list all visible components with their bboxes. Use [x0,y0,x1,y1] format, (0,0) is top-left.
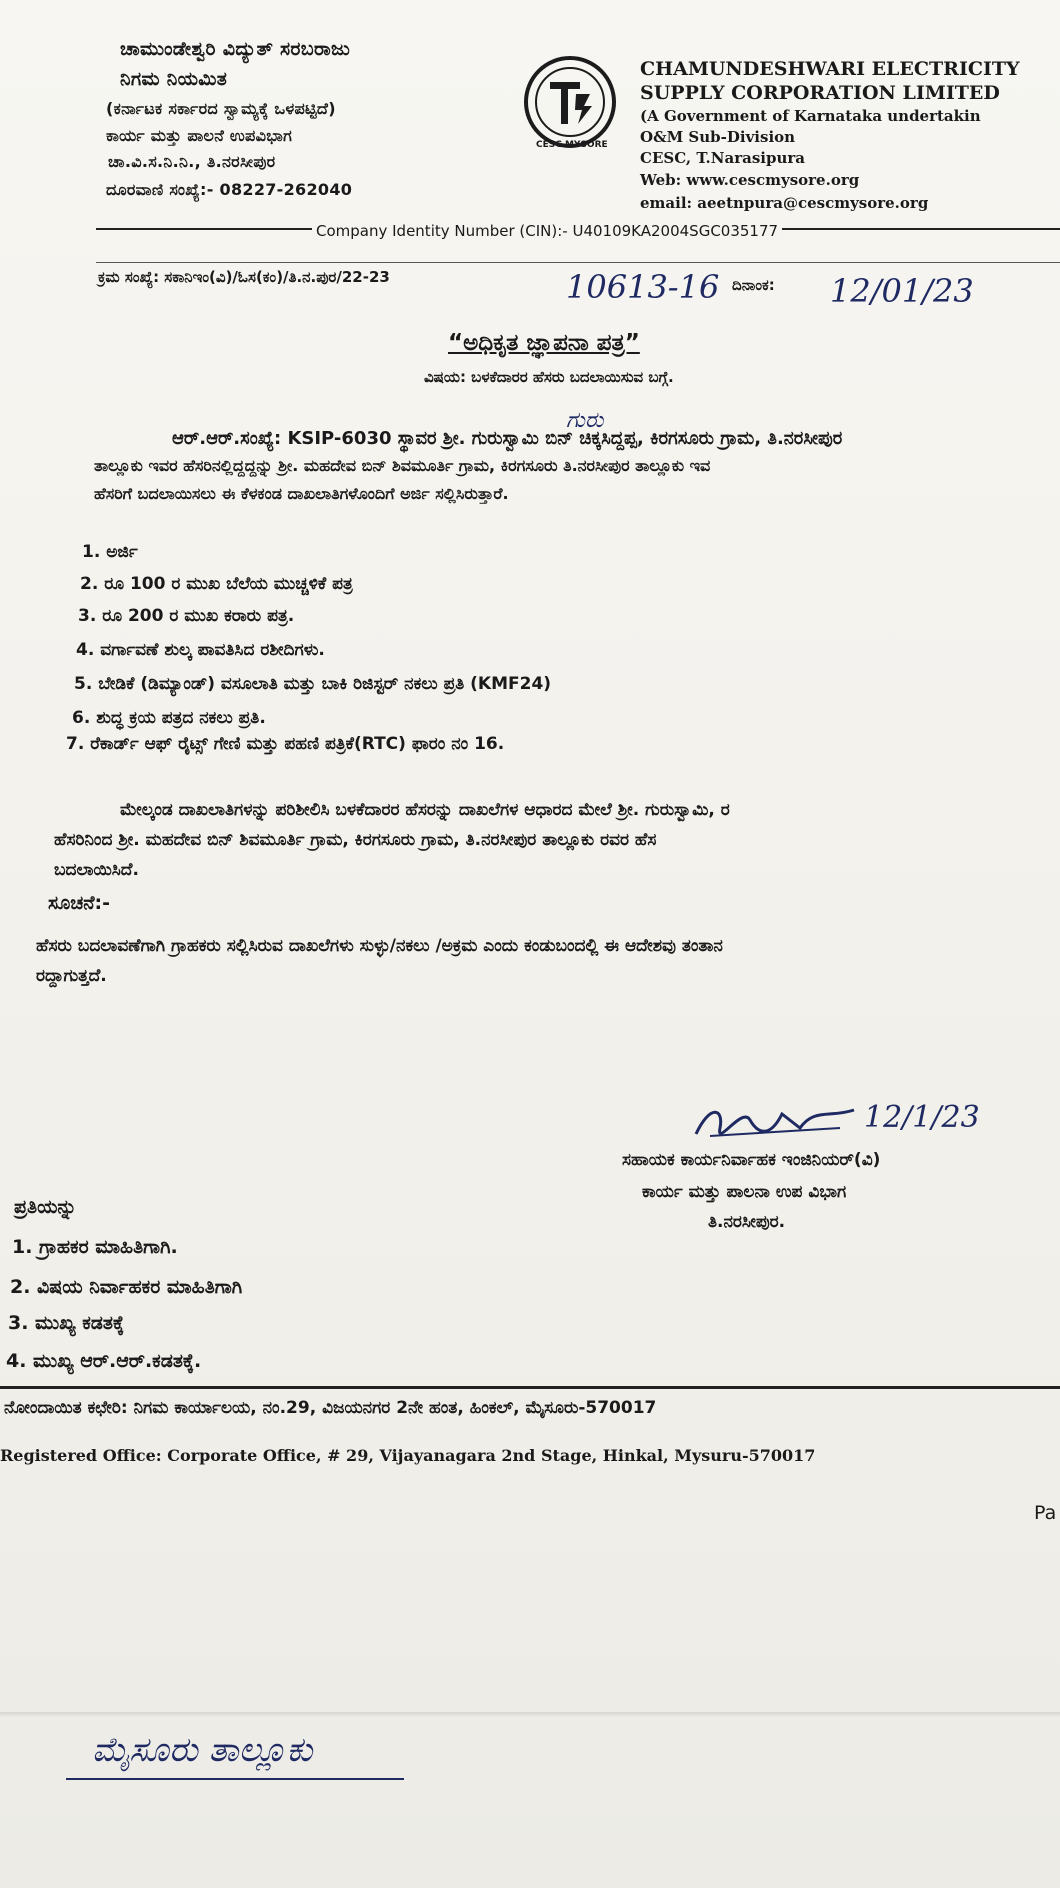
reference-number-handwritten: 10613-16 [566,268,720,306]
cin-line: Company Identity Number (CIN):- U40109KA2004SGC035177 [312,222,782,240]
paragraph1-line: ಆರ್.ಆರ್.ಸಂಖ್ಯೆ: KSIP-6030 ಸ್ಥಾವರ ಶ್ರೀ. ಗುರುಸ್ವಾಮಿ ಬಿನ್ ಚಿಕ್ಕಸಿದ್ದಪ್ಪ, ಕಿರಗಸೂರು ಗ್ರಾಮ, ತಿ.ನರಸೀಪುರ [172,428,843,449]
list-item: 1. ಗ್ರಾಹಕರ ಮಾಹಿತಿಗಾಗಿ. [12,1236,178,1258]
footer-divider [0,1386,1060,1389]
list-item: 5. ಬೇಡಿಕೆ (ಡಿಮ್ಯಾಂಡ್) ವಸೂಲಾತಿ ಮತ್ತು ಬಾಕಿ ರಿಜಿಸ್ಟರ್ ನಕಲು ಪ್ರತಿ (KMF24) [74,674,552,694]
list-item: 2. ವಿಷಯ ನಿರ್ವಾಹಕರ ಮಾಹಿತಿಗಾಗಿ [10,1276,243,1298]
date-handwritten: 12/01/23 [830,272,974,310]
note-label: ಸೂಚನೆ:- [48,892,110,914]
list-item: 4. ವರ್ಗಾವಣೆ ಶುಲ್ಕ ಪಾವತಿಸಿದ ರಶೀದಿಗಳು. [76,640,325,660]
signature-scribble-icon [690,1098,860,1144]
paper-crease [0,1712,1060,1718]
signature [690,1098,860,1144]
signatory-office: ಕಾರ್ಯ ಮತ್ತು ಪಾಲನಾ ಉಪ ವಿಭಾಗ [642,1182,847,1202]
page-label-fragment: Pa [1034,1502,1057,1524]
kannada-header-line: ಕಾರ್ಯ ಮತ್ತು ಪಾಲನೆ ಉಪವಿಭಾಗ [106,126,293,145]
list-item: 2. ರೂ 100 ರ ಮುಖ ಬೆಲೆಯ ಮುಚ್ಚಳಿಕೆ ಪತ್ರ [80,574,353,594]
signatory-designation: ಸಹಾಯಕ ಕಾರ್ಯನಿರ್ವಾಹಕ ಇಂಜಿನಿಯರ್(ವಿ) [622,1150,881,1170]
note-line: ರದ್ದಾಗುತ್ತದೆ. [36,966,107,986]
list-item: 7. ರೆಕಾರ್ಡ್ ಆಫ್ ರೈಟ್ಸ್ ಗೇಣಿ ಮತ್ತು ಪಹಣಿ ಪತ್ರಿಕೆ(RTC) ಫಾರಂ ನಂ 16. [66,734,505,754]
list-item: 6. ಶುದ್ಧ ಕ್ರಯ ಪತ್ರದ ನಕಲು ಪ್ರತಿ. [72,708,266,728]
office-location: CESC, T.Narasipura [640,149,805,167]
company-name-line1: CHAMUNDESHWARI ELECTRICITY [640,58,1020,80]
paragraph1-line: ಹೆಸರಿಗೆ ಬದಲಾಯಿಸಲು ಈ ಕೆಳಕಂಡ ದಾಖಲಾತಿಗಳೊಂದಿಗೆ ಅರ್ಜಿ ಸಲ್ಲಿಸಿರುತ್ತಾರೆ. [94,484,509,503]
document-title: “ಅಧಿಕೃತ ಜ್ಞಾಪನಾ ಪತ್ರ” [448,330,640,356]
logo-caption: CESC MYSORE [536,140,608,150]
company-name-line2: SUPPLY CORPORATION LIMITED [640,82,1000,104]
cesc-logo [520,52,620,152]
footer-english: Registered Office: Corporate Office, # 29, Vijayanagara 2nd Stage, Hinkal, Mysuru-570017 [0,1446,816,1465]
kannada-header-line: (ಕರ್ನಾಟಕ ಸರ್ಕಾರದ ಸ್ವಾಮ್ಯಕ್ಕೆ ಒಳಪಟ್ಟಿದೆ) [106,99,336,118]
web-address: Web: www.cescmysore.org [640,171,860,189]
reference-label: ಕ್ರಮ ಸಂಖ್ಯೆ: ಸಕಾನಿಇಂ(ವಿ)/ಓಸ(ಕಂ)/ತಿ.ನ.ಪುರ/22-23 [98,268,390,286]
kannada-header-line: ದೂರವಾಣಿ ಸಂಖ್ಯೆ:- 08227-262040 [106,180,353,199]
subdivision: O&M Sub-Division [640,128,796,146]
list-item: 3. ರೂ 200 ರ ಮುಖ ಕರಾರು ಪತ್ರ. [78,606,295,626]
bottom-handwritten-note: ಮೈಸೂರು ತಾಲ್ಲೂಕು [92,1730,313,1770]
list-item: 1. ಅರ್ಜಿ [82,542,138,562]
kannada-header-line: ಚಾ.ವಿ.ಸ.ನಿ.ನಿ., ತಿ.ನರಸೀಪುರ [108,152,276,171]
note-line: ಹೆಸರು ಬದಲಾವಣೆಗಾಗಿ ಗ್ರಾಹಕರು ಸಲ್ಲಿಸಿರುವ ದಾಖಲೆಗಳು ಸುಳ್ಳು/ನಕಲು /ಅಕ್ರಮ ಎಂದು ಕಂಡುಬಂದಲ್ಲಿ ಈ ಆದೇಶವು ತಂತಾನ [36,936,723,956]
signatory-place: ತಿ.ನರಸೀಪುರ. [708,1212,786,1232]
cesc-logo-icon [520,52,620,152]
paragraph2-line: ಬದಲಾಯಿಸಿದೆ. [54,860,139,880]
handwritten-name-correction: ಗುರು [566,408,604,433]
header-divider-bottom [96,262,1060,263]
copies-label: ಪ್ರತಿಯನ್ನು [14,1196,77,1218]
signature-date-handwritten: 12/1/23 [864,1100,980,1135]
handwriting-underline [66,1778,404,1780]
list-item: 3. ಮುಖ್ಯ ಕಡತಕ್ಕೆ [8,1312,125,1334]
date-label: ದಿನಾಂಕ: [732,276,775,294]
govt-undertaking: (A Government of Karnataka undertakin [640,107,981,125]
kannada-header-line: ನಿಗಮ ನಿಯಮಿತ [120,68,228,90]
paragraph1-line: ತಾಲ್ಲೂಕು ಇವರ ಹೆಸರಿನಲ್ಲಿದ್ದದ್ದನ್ನು ಶ್ರೀ. ಮಹದೇವ ಬಿನ್ ಶಿವಮೂರ್ತಿ ಗ್ರಾಮ, ಕಿರಗಸೂರು ತಿ.ನರಸೀಪುರ ತಾಲ್ಲೂಕು ಇವ [94,456,711,475]
list-item: 4. ಮುಖ್ಯ ಆರ್.ಆರ್.ಕಡತಕ್ಕೆ. [6,1350,202,1372]
paragraph2-line: ಹೆಸರಿನಿಂದ ಶ್ರೀ. ಮಹದೇವ ಬಿನ್ ಶಿವಮೂರ್ತಿ ಗ್ರಾಮ, ಕಿರಗಸೂರು ಗ್ರಾಮ, ತಿ.ನರಸೀಪುರ ತಾಲ್ಲೂಕು ರವರ ಹೆಸ [54,830,657,850]
email-address: email: aeetnpura@cescmysore.org [640,194,929,212]
footer-kannada: ನೋಂದಾಯಿತ ಕಛೇರಿ: ನಿಗಮ ಕಾರ್ಯಾಲಯ, ನಂ.29, ವಿಜಯನಗರ 2ನೇ ಹಂತ, ಹಿಂಕಲ್, ಮೈಸೂರು-570017 [4,1398,657,1418]
kannada-header-line: ಚಾಮುಂಡೇಶ್ವರಿ ವಿದ್ಯುತ್ ಸರಬರಾಜು [120,38,351,60]
subject-line: ವಿಷಯ: ಬಳಕೆದಾರರ ಹೆಸರು ಬದಲಾಯಿಸುವ ಬಗ್ಗೆ. [424,368,674,386]
paragraph2-line: ಮೇಲ್ಕಂಡ ದಾಖಲಾತಿಗಳನ್ನು ಪರಿಶೀಲಿಸಿ ಬಳಕೆದಾರರ ಹೆಸರನ್ನು ದಾಖಲೆಗಳ ಆಧಾರದ ಮೇಲೆ ಶ್ರೀ. ಗುರುಸ್ವಾಮಿ, ರ [120,800,730,820]
